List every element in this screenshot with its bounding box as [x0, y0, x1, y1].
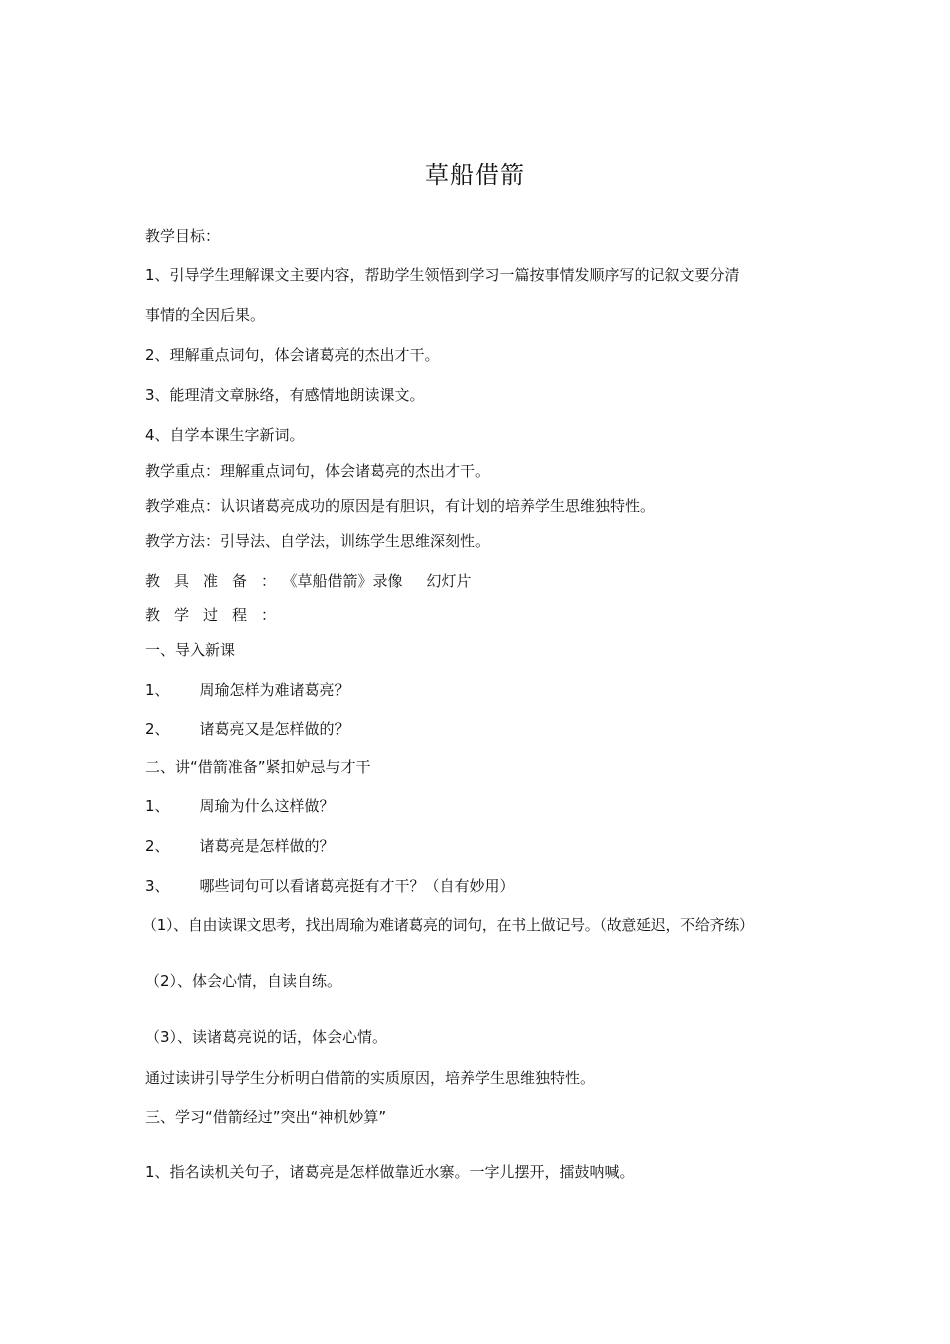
- teaching-tools: [145, 571, 472, 591]
- list-item: 1、 周瑜为什么这样做？: [145, 797, 335, 815]
- objective-4: 4、自学本课生字新词。: [145, 426, 305, 444]
- key-point: 教学重点：理解重点词句，体会诸葛亮的杰出才干。: [145, 462, 491, 480]
- objective-1-line-2: 事情的全因后果。: [145, 306, 266, 324]
- document-title: 草船借箭: [425, 161, 525, 189]
- list-item: 2、 诸葛亮是怎样做的？: [145, 837, 335, 855]
- difficulty: 教学难点：认识诸葛亮成功的原因是有胆识，有计划的培养学生思维独特性。: [145, 497, 656, 515]
- objective-2: 2、理解重点词句，体会诸葛亮的杰出才干。: [145, 346, 440, 364]
- sub-item-1: （1）、自由读课文思考，找出周瑜为难诸葛亮的词句，在书上做记号。（故意延迟，不给齐练）: [142, 916, 754, 934]
- sub-item-2: （2）、体会心情，自读自练。: [145, 972, 343, 990]
- process-label: 教学过程：: [145, 606, 291, 624]
- section-2-summary: 通过读讲引导学生分析明白借箭的实质原因，培养学生思维独特性。: [145, 1069, 596, 1087]
- section-3-heading: 三、学习“借箭经过”突出“神机妙算”: [145, 1108, 387, 1126]
- section-2-heading: 二、讲“借箭准备”紧扣妒忌与才干: [145, 758, 371, 776]
- objective-1-line-1: 1、引导学生理解课文主要内容，帮助学生领悟到学习一篇按事情发顺序写的记叙文要分清: [145, 266, 740, 284]
- list-item: 1、 周瑜怎样为难诸葛亮？: [145, 681, 350, 699]
- section-3-item-1: 1、指名读机关句子，诸葛亮是怎样做靠近水寨。一字儿摆开，擂鼓呐喊。: [145, 1163, 635, 1181]
- list-item: 3、 哪些词句可以看诸葛亮挺有才干？（自有妙用）: [145, 877, 515, 895]
- tools-video: 《草船借箭》录像: [290, 572, 403, 590]
- section-1-heading: 一、导入新课: [145, 641, 236, 659]
- list-item: 2、 诸葛亮又是怎样做的？: [145, 720, 350, 738]
- objective-3: 3、能理清文章脉络，有感情地朗读课文。: [145, 386, 425, 404]
- objectives-heading: 教学目标：: [145, 227, 221, 245]
- sub-item-3: （3）、读诸葛亮说的话，体会心情。: [145, 1028, 388, 1046]
- tools-slides: 幻灯片: [426, 572, 472, 590]
- teaching-method: 教学方法：引导法、自学法，训练学生思维深刻性。: [145, 532, 491, 550]
- tools-label: 教具准备：: [145, 572, 291, 590]
